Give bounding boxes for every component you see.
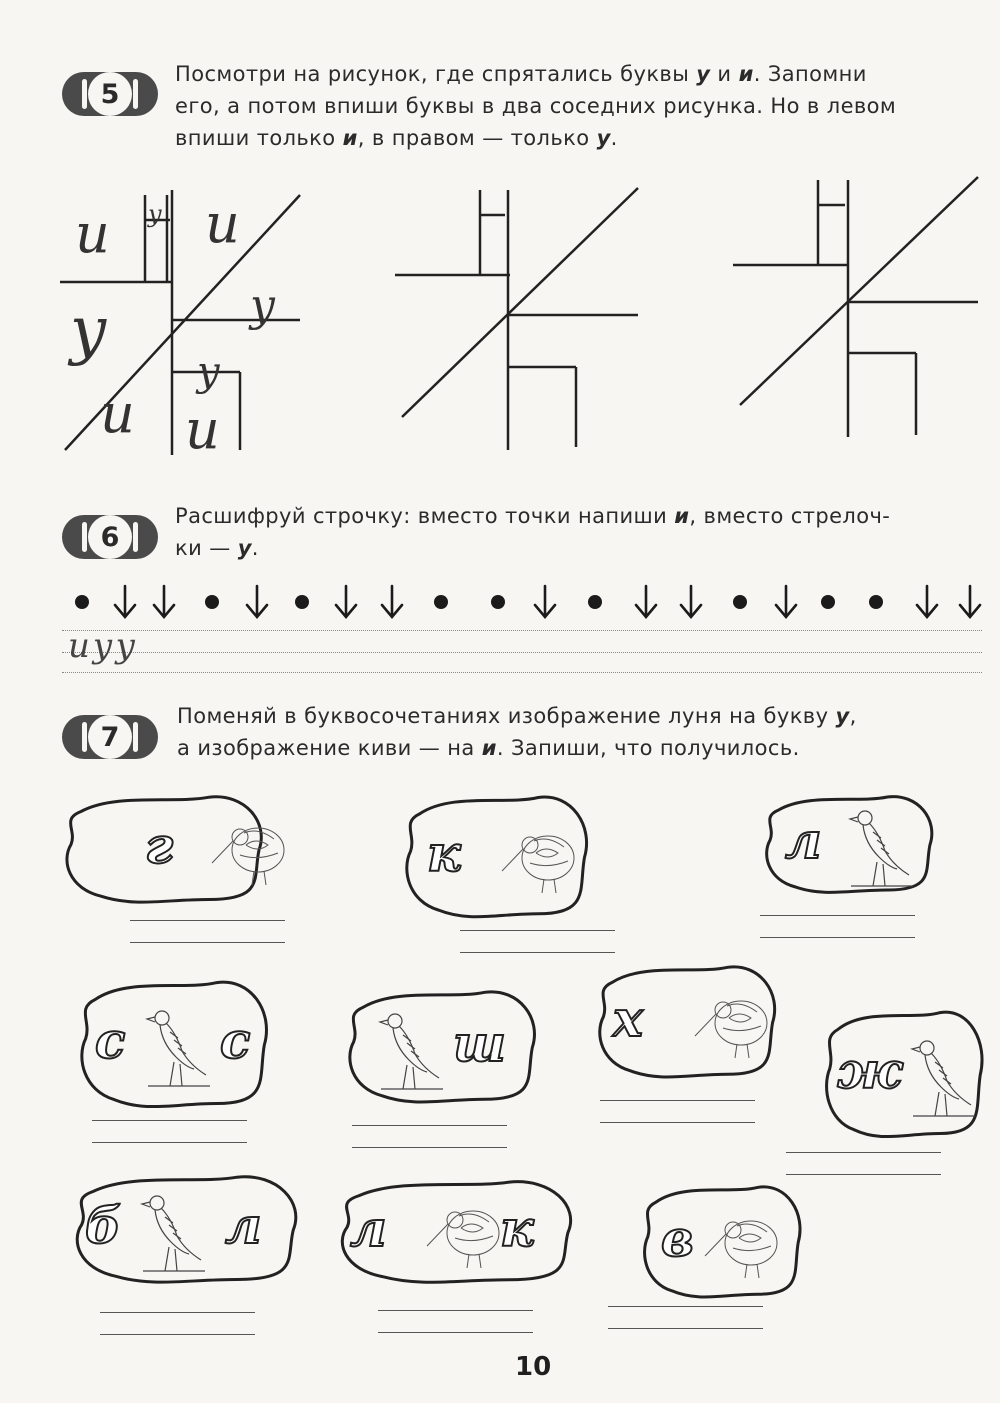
letter-i: и: [342, 126, 358, 150]
answer-line[interactable]: [608, 1328, 763, 1329]
dot-symbol: [588, 595, 602, 609]
down-arrow-icon: [333, 584, 359, 620]
sample-answer: иуу: [68, 626, 139, 666]
harrier-bird-icon: [140, 1000, 220, 1090]
letter-u: у: [237, 536, 252, 560]
down-arrow-icon: [678, 584, 704, 620]
task-7-text-part: . Запиши, что получилось.: [496, 736, 800, 760]
down-arrow-icon: [151, 584, 177, 620]
answer-line[interactable]: [130, 942, 285, 943]
harrier-bird-icon: [135, 1185, 215, 1275]
task-6-text-part: , вместо стрелоч-: [689, 504, 891, 528]
answer-line[interactable]: [600, 1100, 755, 1101]
task-7-text-part: Поменяй в буквосочетаниях изображение луня на букву: [177, 704, 836, 728]
letter-i: и: [674, 504, 690, 528]
answer-line[interactable]: [352, 1147, 507, 1148]
dot-symbol: [205, 595, 219, 609]
answer-line[interactable]: [130, 920, 285, 921]
stone-letter: л: [350, 1198, 387, 1258]
diagram-letter-u: у: [70, 294, 108, 368]
task-5-text: [175, 58, 977, 154]
answer-line[interactable]: [760, 915, 915, 916]
kiwi-bird-icon: [693, 978, 773, 1068]
down-arrow-icon: [957, 584, 983, 620]
writing-guide-line: [62, 672, 982, 673]
diagram-letter-u: у: [197, 349, 221, 395]
task-5-text-part: Посмотри на рисунок, где спрятались буквы: [175, 62, 697, 86]
task-7-number: 7: [88, 715, 132, 759]
down-arrow-icon: [773, 584, 799, 620]
task-7-text-part: а изображение киви — на: [177, 736, 482, 760]
answer-line[interactable]: [352, 1125, 507, 1126]
stone-card: [80, 980, 270, 1110]
answer-line[interactable]: [100, 1334, 255, 1335]
dot-symbol: [491, 595, 505, 609]
stone-card: [598, 965, 778, 1080]
stone-letter: б: [85, 1196, 122, 1255]
stone-letter: к: [500, 1198, 534, 1258]
down-arrow-icon: [244, 584, 270, 620]
answer-line[interactable]: [92, 1142, 247, 1143]
stone-letter: с: [220, 1011, 251, 1070]
harrier-bird-icon: [905, 1030, 985, 1120]
kiwi-bird-icon: [703, 1198, 783, 1288]
diagram-letter-i: и: [185, 398, 220, 460]
stone-card: [348, 990, 538, 1105]
diagram-letter-i: и: [100, 382, 135, 445]
letter-u: у: [835, 704, 850, 728]
stone-card: [75, 1175, 300, 1285]
harrier-bird-icon: [373, 1003, 453, 1093]
letter-i: и: [481, 736, 497, 760]
task-6-text-part: Расшифруй строчку: вместо точки напиши: [175, 504, 675, 528]
stone-letter: л: [785, 811, 822, 870]
task-7-text: [177, 700, 977, 764]
letter-u: у: [596, 126, 611, 150]
dot-symbol: [821, 595, 835, 609]
answer-line[interactable]: [600, 1122, 755, 1123]
line-diagram-with-letters: [55, 180, 315, 460]
answer-line[interactable]: [760, 937, 915, 938]
letter-u: у: [696, 62, 711, 86]
down-arrow-icon: [379, 584, 405, 620]
task-6-badge: [62, 515, 158, 559]
answer-line[interactable]: [786, 1174, 941, 1175]
stone-card: [340, 1180, 575, 1285]
stone-letter: г: [145, 816, 174, 875]
kiwi-bird-icon: [500, 813, 580, 903]
stone-card: [825, 1010, 985, 1140]
stone-letter: к: [427, 823, 461, 883]
stone-card: [65, 795, 265, 905]
answer-line[interactable]: [100, 1312, 255, 1313]
writing-guide-line: [62, 630, 982, 631]
stone-card: [643, 1185, 803, 1300]
answer-line[interactable]: [92, 1120, 247, 1121]
dot-symbol: [434, 595, 448, 609]
dot-symbol: [869, 595, 883, 609]
answer-line[interactable]: [460, 952, 615, 953]
empty-line-diagram-left: [390, 185, 650, 455]
task-7-badge: [62, 715, 158, 759]
answer-line[interactable]: [378, 1332, 533, 1333]
stone-letter: с: [95, 1011, 126, 1070]
answer-line[interactable]: [460, 930, 615, 931]
dot-symbol: [75, 595, 89, 609]
stone-letter: в: [661, 1208, 694, 1268]
stone-letter: ш: [453, 1013, 506, 1073]
answer-line[interactable]: [608, 1306, 763, 1307]
harrier-bird-icon: [843, 800, 923, 890]
diagram-letter-u: у: [148, 200, 162, 228]
diagram-letter-i: и: [75, 202, 110, 265]
stone-letter: ж: [837, 1041, 903, 1100]
task-5-text-part: впиши только: [175, 126, 343, 150]
task-5-text-part: , в правом — только: [357, 126, 597, 150]
writing-guide-line: [62, 652, 982, 653]
answer-line[interactable]: [378, 1310, 533, 1311]
task-6-text-part: ки —: [175, 536, 238, 560]
diagram-letter-u: у: [250, 280, 276, 331]
answer-line[interactable]: [786, 1152, 941, 1153]
diagram-letter-i: и: [205, 192, 240, 255]
task-7-text-part: ,: [849, 704, 857, 728]
task-5-text-part: . Запомни: [753, 62, 867, 86]
stone-letter: х: [613, 988, 643, 1048]
stone-card: [765, 795, 935, 895]
task-5-number: 5: [88, 72, 132, 116]
down-arrow-icon: [914, 584, 940, 620]
task-6-text: [175, 500, 975, 564]
task-6-number: 6: [88, 515, 132, 559]
empty-line-diagram-right: [730, 175, 990, 445]
task-5-badge: [62, 72, 158, 116]
task-5-text-part: .: [610, 126, 618, 150]
dot-symbol: [733, 595, 747, 609]
task-6-text-part: .: [251, 536, 259, 560]
stone-letter: л: [225, 1196, 262, 1255]
down-arrow-icon: [532, 584, 558, 620]
letter-i: и: [738, 62, 754, 86]
down-arrow-icon: [112, 584, 138, 620]
kiwi-bird-icon: [210, 805, 290, 895]
kiwi-bird-icon: [425, 1188, 505, 1278]
task-5-line-2: его, а потом впиши буквы в два соседних рисунка. Но в левом: [175, 94, 897, 118]
page-number: 10: [515, 1352, 552, 1382]
task-5-text-part: и: [710, 62, 739, 86]
stone-card: [405, 795, 590, 920]
down-arrow-icon: [633, 584, 659, 620]
dot-symbol: [295, 595, 309, 609]
